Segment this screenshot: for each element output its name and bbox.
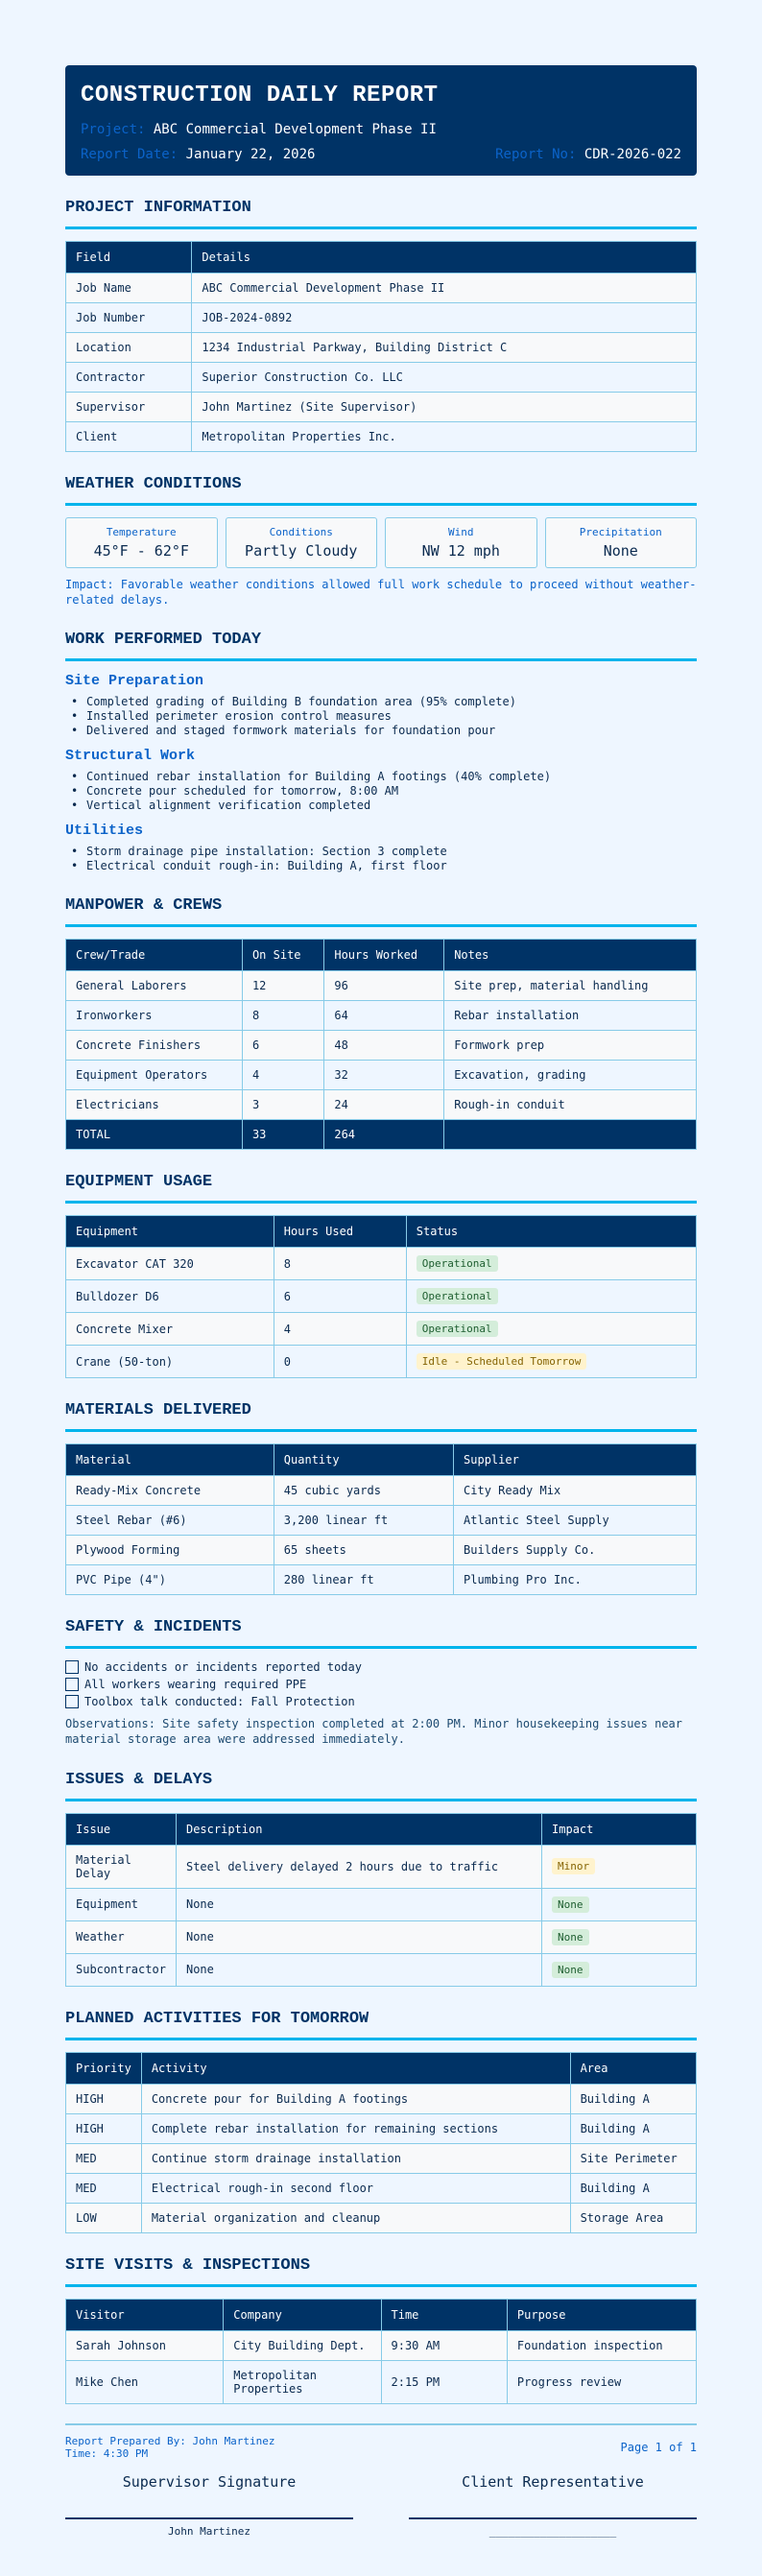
table-row bbox=[66, 422, 697, 452]
section-title: ISSUES & DELAYS bbox=[65, 1771, 697, 1801]
weather-card-wind bbox=[385, 517, 537, 568]
column-header: On Site bbox=[242, 940, 323, 971]
project-info-table bbox=[65, 241, 697, 452]
weather-label: Temperature bbox=[106, 526, 177, 538]
table-row bbox=[66, 2330, 697, 2360]
weather-value: NW 12 mph bbox=[421, 542, 500, 560]
list-item: • Installed perimeter erosion control measures bbox=[69, 709, 697, 724]
table-row bbox=[66, 363, 697, 393]
purpose-cell: Progress review bbox=[507, 2360, 696, 2403]
list-item: • Concrete pour scheduled for tomorrow, 8:00 AM bbox=[69, 784, 697, 799]
weather-value: None bbox=[603, 542, 638, 560]
table-row bbox=[66, 1313, 697, 1346]
notes-cell: Site prep, material handling bbox=[444, 971, 697, 1001]
table-row bbox=[66, 1090, 697, 1120]
signature-line[interactable] bbox=[65, 2517, 353, 2519]
hours-cell: 8 bbox=[274, 1248, 406, 1280]
weather-section bbox=[65, 475, 697, 608]
column-header: Company bbox=[224, 2299, 381, 2330]
field-cell: Location bbox=[66, 333, 192, 363]
table-row bbox=[66, 1920, 697, 1953]
hours-cell: 24 bbox=[324, 1090, 444, 1120]
column-header: Details bbox=[192, 242, 697, 274]
priority-cell: HIGH bbox=[66, 2113, 142, 2143]
issue-cell: Equipment bbox=[66, 1888, 177, 1920]
work-group-heading: Utilities bbox=[65, 823, 144, 840]
purpose-cell: Foundation inspection bbox=[507, 2330, 696, 2360]
table-row bbox=[66, 1346, 697, 1378]
work-performed-section bbox=[65, 631, 697, 873]
weather-impact-note: Impact: Favorable weather conditions allowed full work schedule to proceed without weather-related delays. bbox=[65, 578, 697, 607]
equipment-cell: Excavator CAT 320 bbox=[66, 1248, 274, 1280]
status-badge: Idle - Scheduled Tomorrow bbox=[417, 1353, 587, 1370]
list-item: • Storm drainage pipe installation: Section 3 complete bbox=[69, 845, 697, 859]
activity-cell: Concrete pour for Building A footings bbox=[141, 2084, 570, 2113]
work-group-heading: Structural Work bbox=[65, 748, 196, 765]
activity-cell: Material organization and cleanup bbox=[141, 2203, 570, 2232]
site-visits-section bbox=[65, 2256, 697, 2404]
section-title: MANPOWER & CREWS bbox=[65, 896, 697, 927]
signature-label: Supervisor Signature bbox=[122, 2472, 297, 2491]
table-row bbox=[66, 1953, 697, 1986]
hours-cell: 6 bbox=[274, 1280, 406, 1313]
status-badge: Operational bbox=[417, 1255, 498, 1272]
details-cell: John Martinez (Site Supervisor) bbox=[192, 393, 697, 422]
signature-name: ____________________ bbox=[488, 2524, 617, 2538]
issue-cell: Subcontractor bbox=[66, 1953, 177, 1986]
crew-cell: General Laborers bbox=[66, 971, 243, 1001]
prepared-by: Report Prepared By: John Martinez bbox=[65, 2434, 275, 2447]
table-row bbox=[66, 333, 697, 363]
issues-table bbox=[65, 1813, 697, 1987]
section-title: WEATHER CONDITIONS bbox=[65, 475, 697, 506]
section-title: PLANNED ACTIVITIES FOR TOMORROW bbox=[65, 2010, 697, 2040]
table-row bbox=[66, 1536, 697, 1565]
total-notes bbox=[444, 1120, 697, 1150]
project-line bbox=[81, 122, 681, 137]
impact-badge: None bbox=[552, 1962, 589, 1978]
column-header: Activity bbox=[141, 2052, 570, 2084]
checkbox-label: Toolbox talk conducted: Fall Protection bbox=[84, 1695, 355, 1709]
column-header: Quantity bbox=[274, 1444, 453, 1476]
checkbox-label: No accidents or incidents reported today bbox=[84, 1660, 362, 1675]
crew-cell: Concrete Finishers bbox=[66, 1031, 243, 1061]
safety-check-item[interactable] bbox=[65, 1678, 697, 1691]
total-row bbox=[66, 1120, 697, 1150]
weather-card-precipitation bbox=[545, 517, 698, 568]
project-value: ABC Commercial Development Phase II bbox=[153, 122, 437, 137]
table-row bbox=[66, 1061, 697, 1090]
table-row bbox=[66, 274, 697, 303]
manpower-section bbox=[65, 896, 697, 1150]
equipment-cell: Concrete Mixer bbox=[66, 1313, 274, 1346]
client-signature bbox=[409, 2473, 697, 2538]
equipment-cell: Bulldozer D6 bbox=[66, 1280, 274, 1313]
supplier-cell: Atlantic Steel Supply bbox=[454, 1506, 697, 1536]
priority-cell: HIGH bbox=[66, 2084, 142, 2113]
page-number: Page 1 of 1 bbox=[620, 2440, 697, 2454]
project-information-section bbox=[65, 199, 697, 452]
safety-observations: Observations: Site safety inspection completed at 2:00 PM. Minor housekeeping issues near material storage area were addressed immediately. bbox=[65, 1717, 682, 1747]
hours-cell: 64 bbox=[324, 1001, 444, 1031]
impact-cell bbox=[542, 1920, 697, 1953]
column-header: Status bbox=[406, 1216, 696, 1248]
field-cell: Contractor bbox=[66, 363, 192, 393]
weather-label: Wind bbox=[448, 526, 474, 538]
field-cell: Job Name bbox=[66, 274, 192, 303]
description-cell: None bbox=[176, 1953, 541, 1986]
manpower-table bbox=[65, 939, 697, 1150]
impact-cell bbox=[542, 1845, 697, 1888]
details-cell: 1234 Industrial Parkway, Building District C bbox=[192, 333, 697, 363]
weather-card-conditions bbox=[226, 517, 378, 568]
table-row bbox=[66, 1506, 697, 1536]
crew-cell: Electricians bbox=[66, 1090, 243, 1120]
weather-cards bbox=[65, 517, 697, 568]
column-header: Description bbox=[176, 1813, 541, 1845]
project-label: Project: bbox=[81, 122, 146, 137]
weather-label: Conditions bbox=[269, 526, 333, 538]
date-line bbox=[81, 147, 681, 162]
area-cell: Site Perimeter bbox=[570, 2143, 696, 2173]
column-header: Hours Used bbox=[274, 1216, 406, 1248]
signature-name: John Martinez bbox=[167, 2524, 251, 2538]
planned-activities-table bbox=[65, 2052, 697, 2233]
onsite-cell: 12 bbox=[242, 971, 323, 1001]
hours-cell: 48 bbox=[324, 1031, 444, 1061]
materials-table bbox=[65, 1443, 697, 1595]
column-header: Material bbox=[66, 1444, 274, 1476]
description-cell: None bbox=[176, 1920, 541, 1953]
material-cell: PVC Pipe (4") bbox=[66, 1565, 274, 1595]
report-date-label: Report Date: bbox=[81, 147, 179, 162]
equipment-cell: Crane (50-ton) bbox=[66, 1346, 274, 1378]
column-header: Purpose bbox=[507, 2299, 696, 2330]
signature-label: Client Representative bbox=[462, 2472, 644, 2491]
planned-activities-section bbox=[65, 2010, 697, 2233]
column-header: Priority bbox=[66, 2052, 142, 2084]
table-row bbox=[66, 1888, 697, 1920]
total-hours: 264 bbox=[324, 1120, 444, 1150]
table-row bbox=[66, 393, 697, 422]
priority-cell: LOW bbox=[66, 2203, 142, 2232]
status-cell bbox=[406, 1280, 696, 1313]
safety-check-item[interactable] bbox=[65, 1695, 697, 1708]
checkbox[interactable] bbox=[65, 1678, 79, 1691]
notes-cell: Formwork prep bbox=[444, 1031, 697, 1061]
notes-cell: Excavation, grading bbox=[444, 1061, 697, 1090]
weather-value: Partly Cloudy bbox=[245, 542, 358, 560]
report-no-value: CDR-2026-022 bbox=[583, 147, 681, 162]
area-cell: Storage Area bbox=[570, 2203, 696, 2232]
hours-cell: 4 bbox=[274, 1313, 406, 1346]
checkbox[interactable] bbox=[65, 1695, 79, 1708]
section-title: WORK PERFORMED TODAY bbox=[65, 631, 697, 661]
column-header: Time bbox=[381, 2299, 507, 2330]
company-cell: City Building Dept. bbox=[224, 2330, 381, 2360]
report-header bbox=[65, 65, 697, 176]
details-cell: Metropolitan Properties Inc. bbox=[192, 422, 697, 452]
crew-cell: Ironworkers bbox=[66, 1001, 243, 1031]
table-row bbox=[66, 1476, 697, 1506]
table-row bbox=[66, 1845, 697, 1888]
column-header: Area bbox=[570, 2052, 696, 2084]
site-visits-table bbox=[65, 2299, 697, 2404]
description-cell: Steel delivery delayed 2 hours due to traffic bbox=[176, 1845, 541, 1888]
issue-cell: Material Delay bbox=[66, 1845, 177, 1888]
equipment-section bbox=[65, 1173, 697, 1378]
details-cell: ABC Commercial Development Phase II bbox=[192, 274, 697, 303]
table-row bbox=[66, 2203, 697, 2232]
notes-cell: Rebar installation bbox=[444, 1001, 697, 1031]
table-row bbox=[66, 2143, 697, 2173]
column-header: Equipment bbox=[66, 1216, 274, 1248]
column-header: Visitor bbox=[66, 2299, 224, 2330]
impact-badge: Minor bbox=[552, 1858, 595, 1874]
impact-cell bbox=[542, 1888, 697, 1920]
total-onsite: 33 bbox=[242, 1120, 323, 1150]
table-row bbox=[66, 1001, 697, 1031]
safety-check-item[interactable] bbox=[65, 1660, 697, 1674]
issue-cell: Weather bbox=[66, 1920, 177, 1953]
field-cell: Job Number bbox=[66, 303, 192, 333]
activity-cell: Complete rebar installation for remaining sections bbox=[141, 2113, 570, 2143]
onsite-cell: 6 bbox=[242, 1031, 323, 1061]
checkbox-label: All workers wearing required PPE bbox=[84, 1678, 307, 1692]
status-cell bbox=[406, 1346, 696, 1378]
list-item: • Delivered and staged formwork materials for foundation pour bbox=[69, 724, 697, 738]
signature-block bbox=[65, 2473, 697, 2538]
equipment-table bbox=[65, 1215, 697, 1378]
table-row bbox=[66, 1280, 697, 1313]
area-cell: Building A bbox=[570, 2113, 696, 2143]
table-row bbox=[66, 2360, 697, 2403]
details-cell: Superior Construction Co. LLC bbox=[192, 363, 697, 393]
column-header: Hours Worked bbox=[324, 940, 444, 971]
description-cell: None bbox=[176, 1888, 541, 1920]
report-date-value: January 22, 2026 bbox=[185, 147, 316, 162]
supervisor-signature bbox=[65, 2473, 353, 2538]
material-cell: Ready-Mix Concrete bbox=[66, 1476, 274, 1506]
section-title: SAFETY & INCIDENTS bbox=[65, 1618, 697, 1649]
status-cell bbox=[406, 1313, 696, 1346]
work-list bbox=[69, 845, 697, 873]
table-row bbox=[66, 303, 697, 333]
column-header: Field bbox=[66, 242, 192, 274]
work-list bbox=[69, 695, 697, 738]
company-cell: Metropolitan Properties bbox=[224, 2360, 381, 2403]
total-label: TOTAL bbox=[66, 1120, 243, 1150]
visitor-cell: Mike Chen bbox=[66, 2360, 224, 2403]
column-header: Supplier bbox=[454, 1444, 697, 1476]
quantity-cell: 280 linear ft bbox=[274, 1565, 453, 1595]
column-header: Issue bbox=[66, 1813, 177, 1845]
activity-cell: Electrical rough-in second floor bbox=[141, 2173, 570, 2203]
quantity-cell: 3,200 linear ft bbox=[274, 1506, 453, 1536]
table-row bbox=[66, 2084, 697, 2113]
report-footer bbox=[65, 2423, 697, 2538]
crew-cell: Equipment Operators bbox=[66, 1061, 243, 1090]
work-list bbox=[69, 770, 697, 813]
section-title: PROJECT INFORMATION bbox=[65, 199, 697, 229]
table-row bbox=[66, 971, 697, 1001]
impact-badge: None bbox=[552, 1929, 589, 1945]
material-cell: Steel Rebar (#6) bbox=[66, 1506, 274, 1536]
checkbox[interactable] bbox=[65, 1660, 79, 1674]
field-cell: Client bbox=[66, 422, 192, 452]
area-cell: Building A bbox=[570, 2173, 696, 2203]
table-row bbox=[66, 2113, 697, 2143]
details-cell: JOB-2024-0892 bbox=[192, 303, 697, 333]
activity-cell: Continue storm drainage installation bbox=[141, 2143, 570, 2173]
signature-line[interactable] bbox=[409, 2517, 697, 2519]
weather-value: 45°F - 62°F bbox=[93, 542, 189, 560]
list-item: • Electrical conduit rough-in: Building A, first floor bbox=[69, 859, 697, 873]
impact-cell bbox=[542, 1953, 697, 1986]
column-header: Impact bbox=[542, 1813, 697, 1845]
list-item: • Vertical alignment verification completed bbox=[69, 799, 697, 813]
onsite-cell: 4 bbox=[242, 1061, 323, 1090]
hours-cell: 96 bbox=[324, 971, 444, 1001]
report-no-label: Report No: bbox=[495, 147, 577, 162]
hours-cell: 32 bbox=[324, 1061, 444, 1090]
issues-section bbox=[65, 1771, 697, 1987]
area-cell: Building A bbox=[570, 2084, 696, 2113]
visitor-cell: Sarah Johnson bbox=[66, 2330, 224, 2360]
supplier-cell: Builders Supply Co. bbox=[454, 1536, 697, 1565]
column-header: Notes bbox=[444, 940, 697, 971]
prepared-time: Time: 4:30 PM bbox=[65, 2446, 149, 2460]
table-row bbox=[66, 1565, 697, 1595]
quantity-cell: 65 sheets bbox=[274, 1536, 453, 1565]
section-title: EQUIPMENT USAGE bbox=[65, 1173, 697, 1204]
work-group-heading: Site Preparation bbox=[65, 673, 204, 690]
materials-section bbox=[65, 1401, 697, 1595]
list-item: • Completed grading of Building B foundation area (95% complete) bbox=[69, 695, 697, 709]
status-cell bbox=[406, 1248, 696, 1280]
hours-cell: 0 bbox=[274, 1346, 406, 1378]
time-cell: 9:30 AM bbox=[381, 2330, 507, 2360]
column-header: Crew/Trade bbox=[66, 940, 243, 971]
quantity-cell: 45 cubic yards bbox=[274, 1476, 453, 1506]
field-cell: Supervisor bbox=[66, 393, 192, 422]
status-badge: Operational bbox=[417, 1288, 498, 1304]
table-row bbox=[66, 1031, 697, 1061]
material-cell: Plywood Forming bbox=[66, 1536, 274, 1565]
impact-badge: None bbox=[552, 1896, 589, 1913]
footer-info bbox=[65, 2435, 697, 2460]
priority-cell: MED bbox=[66, 2143, 142, 2173]
weather-card-temperature bbox=[65, 517, 218, 568]
section-title: MATERIALS DELIVERED bbox=[65, 1401, 697, 1432]
section-title: SITE VISITS & INSPECTIONS bbox=[65, 2256, 697, 2287]
report-title: CONSTRUCTION DAILY REPORT bbox=[81, 83, 439, 108]
list-item: • Continued rebar installation for Building A footings (40% complete) bbox=[69, 770, 697, 784]
table-row bbox=[66, 1248, 697, 1280]
supplier-cell: Plumbing Pro Inc. bbox=[454, 1565, 697, 1595]
status-badge: Operational bbox=[417, 1321, 498, 1337]
supplier-cell: City Ready Mix bbox=[454, 1476, 697, 1506]
time-cell: 2:15 PM bbox=[381, 2360, 507, 2403]
safety-section bbox=[65, 1618, 697, 1747]
weather-label: Precipitation bbox=[579, 526, 662, 538]
table-row bbox=[66, 2173, 697, 2203]
onsite-cell: 3 bbox=[242, 1090, 323, 1120]
onsite-cell: 8 bbox=[242, 1001, 323, 1031]
priority-cell: MED bbox=[66, 2173, 142, 2203]
notes-cell: Rough-in conduit bbox=[444, 1090, 697, 1120]
